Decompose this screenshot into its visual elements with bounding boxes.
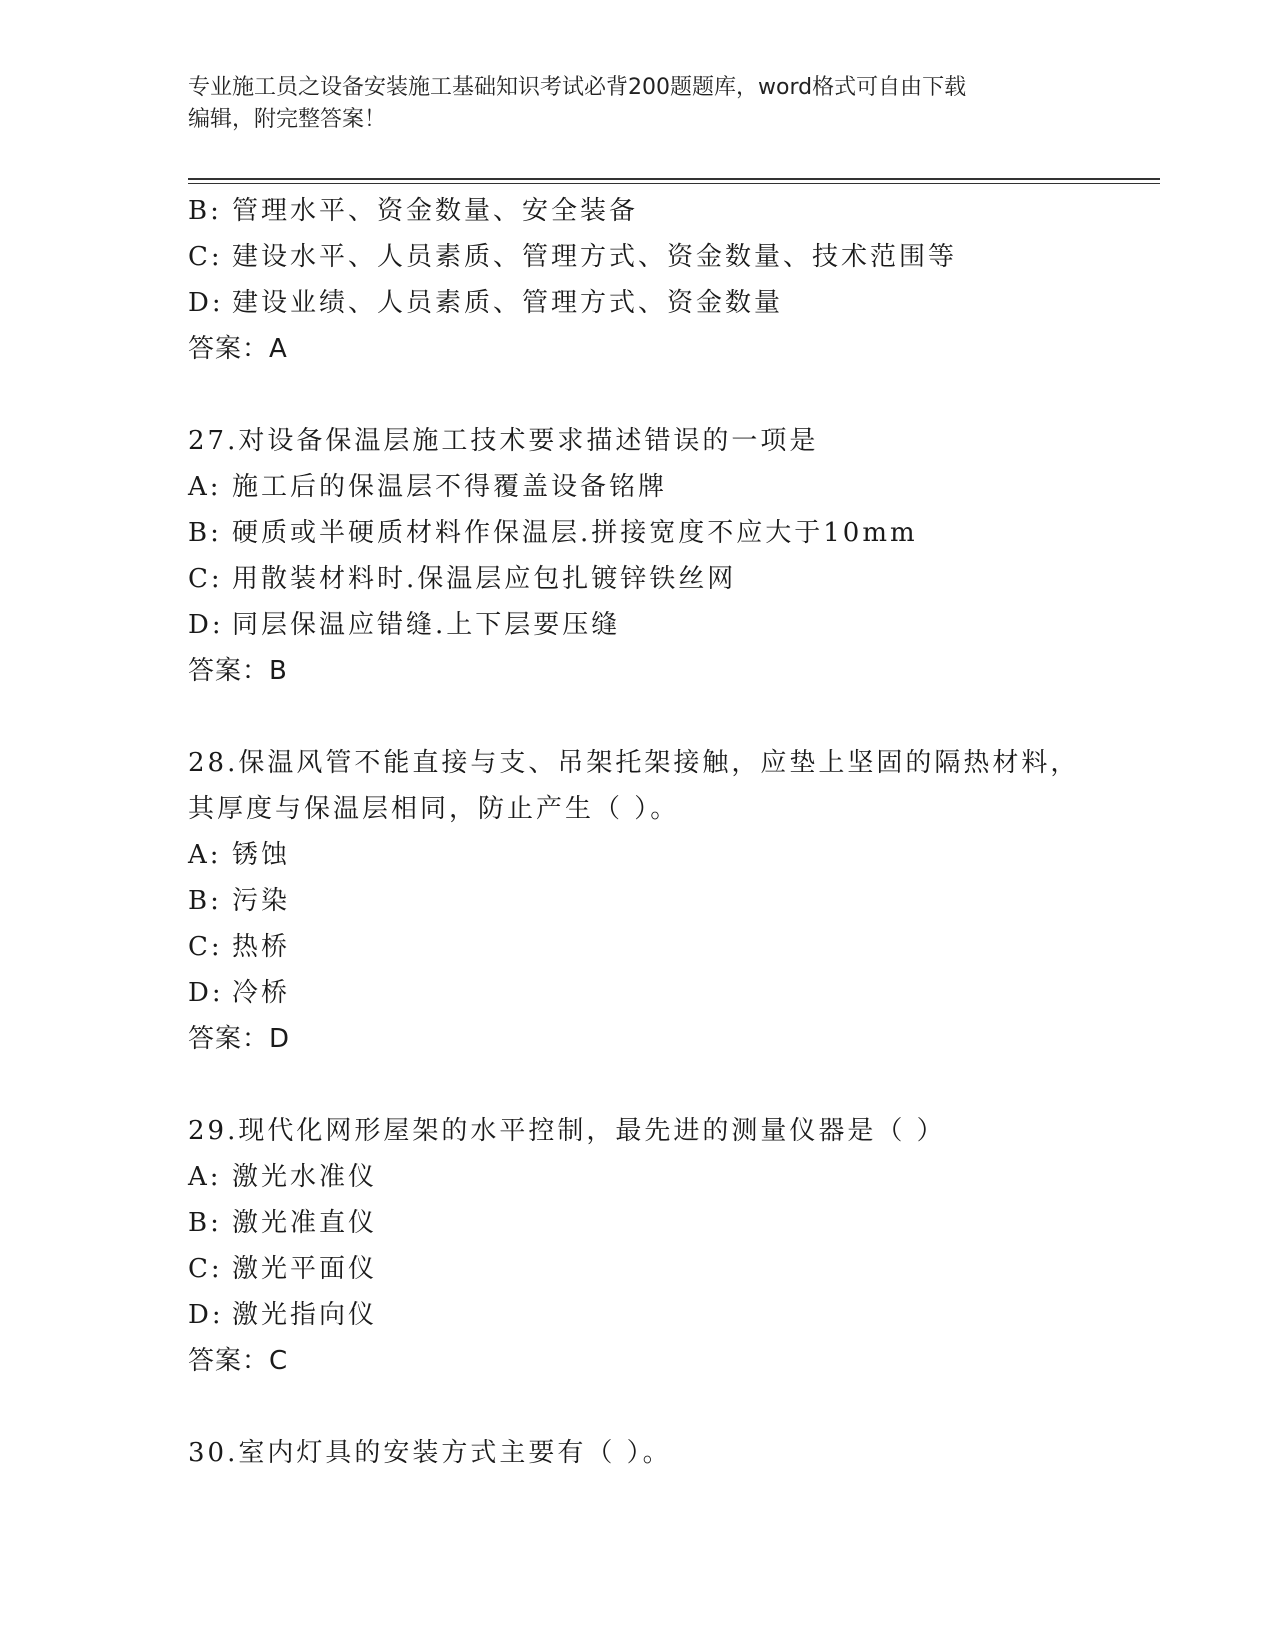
option-d: D: 建设业绩、人员素质、管理方式、资金数量	[188, 288, 784, 318]
answer: 答案：A	[188, 334, 288, 364]
option-c: C: 激光平面仪	[188, 1254, 378, 1284]
spacer	[188, 372, 1160, 418]
question-stem: 27.对设备保温层施工技术要求描述错误的一项是	[188, 426, 819, 456]
spacer	[188, 694, 1160, 740]
option-b: B: 污染	[188, 886, 291, 916]
option-c: C: 建设水平、人员素质、管理方式、资金数量、技术范围等	[188, 242, 958, 272]
question-26-tail	[188, 188, 1160, 372]
header-rule-thin	[188, 183, 1160, 184]
question-stem: 29.现代化网形屋架的水平控制，最先进的测量仪器是（ ）	[188, 1116, 946, 1146]
option-c: C: 用散装材料时.保温层应包扎镀锌铁丝网	[188, 564, 737, 594]
question-27	[188, 418, 1160, 694]
option-b: B: 激光准直仪	[188, 1208, 378, 1238]
document-header	[188, 72, 1088, 136]
option-b: B: 硬质或半硬质材料作保温层.拼接宽度不应大于10mm	[188, 518, 918, 548]
question-stem: 28.保温风管不能直接与支、吊架托架接触，应垫上坚固的隔热材料，	[188, 748, 1080, 778]
header-rule-thick	[188, 178, 1160, 180]
option-b: B: 管理水平、资金数量、安全装备	[188, 196, 639, 226]
spacer	[188, 1062, 1160, 1108]
option-d: D: 同层保温应错缝.上下层要压缝	[188, 610, 621, 640]
question-stem-continuation: 其厚度与保温层相同，防止产生（ ）。	[188, 794, 680, 824]
option-c: C: 热桥	[188, 932, 291, 962]
option-d: D: 冷桥	[188, 978, 291, 1008]
answer: 答案：B	[188, 656, 288, 686]
option-a: A: 施工后的保温层不得覆盖设备铭牌	[188, 472, 668, 502]
question-30	[188, 1430, 1160, 1476]
header-title-line1: 专业施工员之设备安装施工基础知识考试必背200题题库，word格式可自由下载	[188, 75, 967, 100]
question-28	[188, 740, 1160, 1062]
question-stem: 30.室内灯具的安装方式主要有（ ）。	[188, 1438, 672, 1468]
answer: 答案：C	[188, 1346, 289, 1376]
option-d: D: 激光指向仪	[188, 1300, 378, 1330]
question-29	[188, 1108, 1160, 1384]
spacer	[188, 1384, 1160, 1430]
option-a: A: 激光水准仪	[188, 1162, 378, 1192]
header-title-line2: 编辑，附完整答案！	[188, 107, 387, 132]
option-a: A: 锈蚀	[188, 840, 291, 870]
question-content	[188, 188, 1160, 1476]
answer: 答案：D	[188, 1024, 291, 1054]
